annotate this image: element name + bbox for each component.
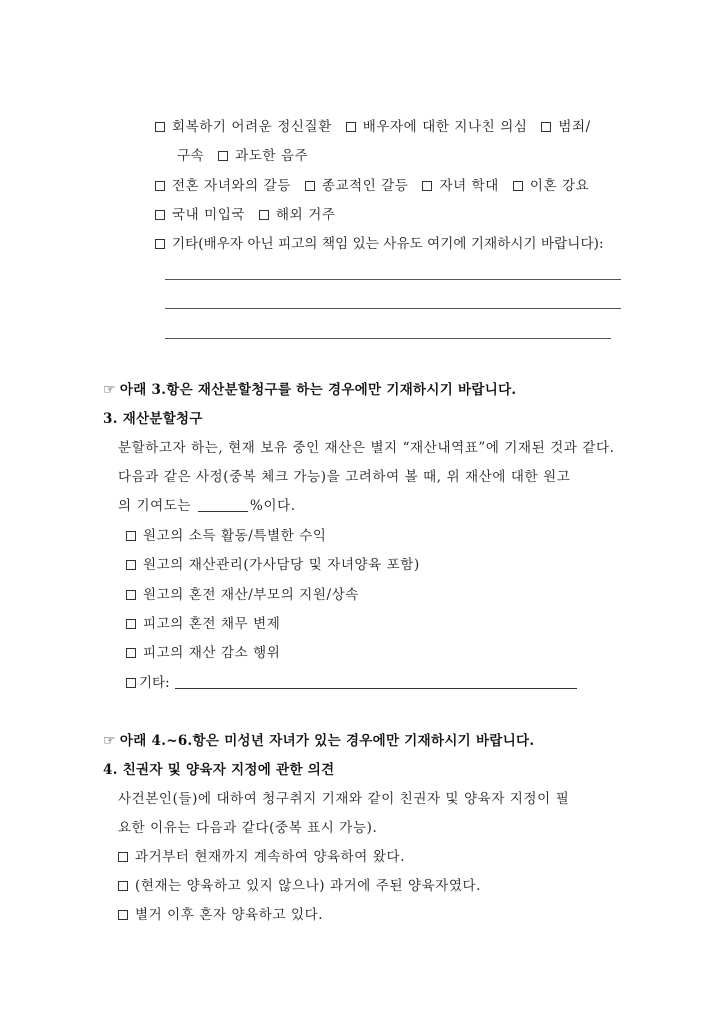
checkbox-plaintiff-asset-management[interactable] [126,560,136,570]
section3-option-2 [126,555,420,575]
checkbox-past-primary-caregiver[interactable] [118,881,128,891]
checkbox-other[interactable] [126,678,136,688]
other-reason-input-line-3[interactable] [165,338,611,339]
checkbox-forced-divorce[interactable] [513,181,523,191]
option-label: 해외 거주 [276,207,336,223]
section4-title: 4. 친권자 및 양육자 지정에 관한 의견 [103,762,335,778]
option-label: 회복하기 어려운 정신질환 [172,119,332,135]
section3-notice [103,380,516,400]
checkbox-crime-detention[interactable] [541,122,551,132]
option-label: 이혼 강요 [529,178,590,194]
section3-paragraph-line-1: 분할하고자 하는, 현재 보유 중인 재산은 별지 “재산내역표”에 기재된 것과 같다. [118,440,615,456]
notice-text: 아래 3.항은 재산분할청구를 하는 경우에만 기재하시기 바랍니다. [119,382,517,398]
contribution-prefix: 의 기여도는 [118,498,192,514]
checkbox-continuous-care[interactable] [118,852,128,862]
section4-option-2 [118,876,481,896]
notice-text: 아래 4.~6.항은 미성년 자녀가 있는 경우에만 기재하시기 바랍니다. [119,733,535,749]
checkbox-sole-care-after-separation[interactable] [118,910,128,920]
section3-option-4 [126,614,280,634]
checkbox-mental-illness[interactable] [155,122,165,132]
other-label: 기타: [139,675,170,691]
pointing-hand-icon: ☞ [103,733,116,749]
option-label: 별거 이후 혼자 양육하고 있다. [135,907,324,923]
section4-paragraph-line-2: 요한 이유는 다음과 같다(중복 표시 가능). [118,820,378,836]
reason-other [155,234,604,254]
option-label: 배우자에 대한 지나친 의심 [362,119,528,135]
section4-notice [103,731,534,751]
option-label: 과도한 음주 [235,148,309,164]
option-label: 원고의 재산관리(가사담당 및 자녀양육 포함) [143,557,420,573]
option-label: 자녀 학대 [439,178,499,194]
section3-option-5 [126,643,280,663]
pointing-hand-icon: ☞ [103,382,116,398]
checkbox-religious-conflict[interactable] [305,181,315,191]
checkbox-plaintiff-premarital-assets[interactable] [126,590,136,600]
section3-option-other [126,673,170,693]
option-label: 원고의 소득 활동/특별한 수익 [143,528,327,544]
section3-paragraph-line-3 [118,496,296,516]
checkbox-excessive-drinking[interactable] [218,151,228,161]
section4-paragraph-line-1: 사건본인(들)에 대하여 청구취지 기재와 같이 친권자 및 양육자 지정이 필 [118,791,570,807]
checkbox-defendant-asset-reduction[interactable] [126,648,136,658]
option-label: 피고의 재산 감소 행위 [143,645,281,661]
reason-row-3 [155,205,335,225]
option-label: 전혼 자녀와의 갈등 [172,178,291,194]
section3-option-1 [126,526,327,546]
other-reason-input-line-1[interactable] [165,279,621,280]
option-label: 피고의 혼전 채무 변제 [143,616,281,632]
checkbox-plaintiff-income[interactable] [126,531,136,541]
option-label-continuation: 구속 [177,148,205,164]
option-label: (현재는 양육하고 있지 않으나) 과거에 주된 양육자였다. [135,878,482,894]
other-input-line[interactable] [175,688,577,689]
reason-row-1-cont [177,146,308,166]
other-reason-input-line-2[interactable] [165,308,621,309]
option-label: 과거부터 현재까지 계속하여 양육하여 왔다. [135,849,405,865]
other-reason-label: 기타(배우자 아닌 피고의 책임 있는 사유도 여기에 기재하시기 바랍니다): [172,236,604,252]
contribution-percent-input[interactable] [198,497,248,512]
reason-row-2 [155,176,589,196]
option-label: 국내 미입국 [172,207,246,223]
section4-option-1 [118,847,405,867]
checkbox-excessive-suspicion[interactable] [346,122,356,132]
checkbox-not-entered-country[interactable] [155,210,165,220]
checkbox-other-reason[interactable] [155,239,165,249]
checkbox-overseas-residence[interactable] [259,210,269,220]
section4-option-3 [118,905,323,925]
checkbox-defendant-debt-repayment[interactable] [126,619,136,629]
checkbox-child-abuse[interactable] [422,181,432,191]
option-label: 범죄/ [558,119,591,135]
section3-title: 3. 재산분할청구 [103,411,203,427]
section3-option-3 [126,585,359,605]
section3-paragraph-line-2: 다음과 같은 사정(중복 체크 가능)을 고려하여 볼 때, 위 재산에 대한 원고 [118,469,571,485]
reason-row-1 [155,117,591,137]
option-label: 종교적인 갈등 [321,178,409,194]
contribution-suffix: %이다. [250,498,296,514]
option-label: 원고의 혼전 재산/부모의 지원/상속 [143,587,359,603]
checkbox-stepchild-conflict[interactable] [155,181,165,191]
